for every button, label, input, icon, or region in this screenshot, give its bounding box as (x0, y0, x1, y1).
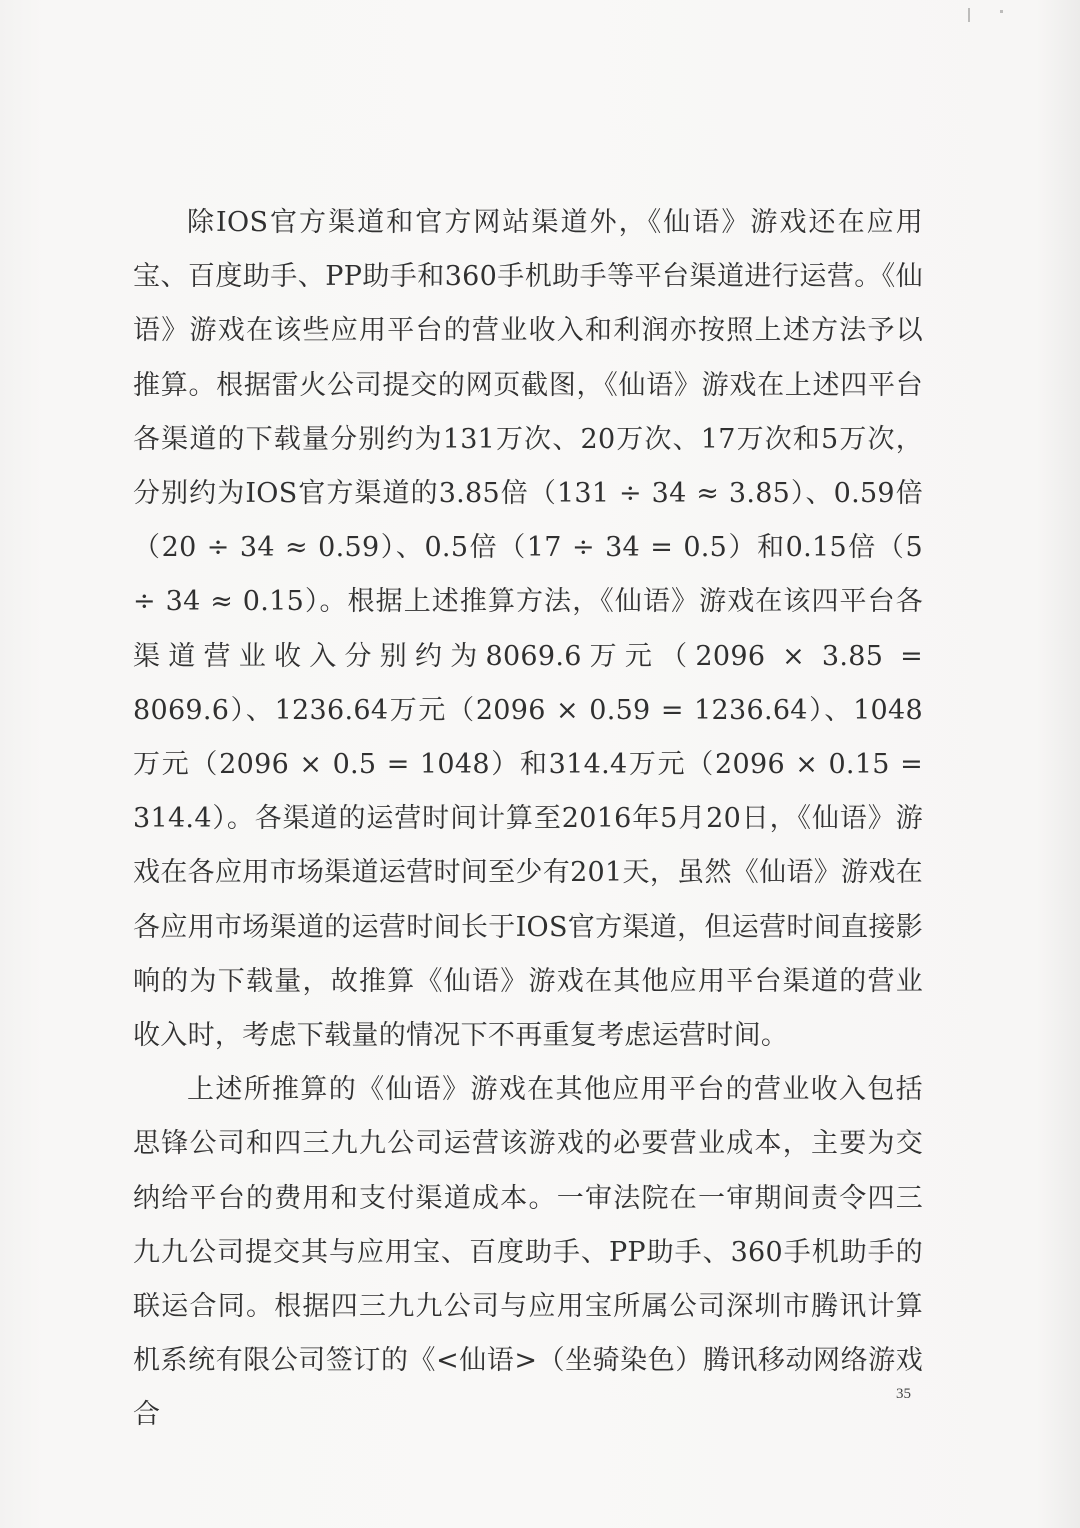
paragraph-1: 除IOS官方渠道和官方网站渠道外，《仙语》游戏还在应用宝、百度助手、PP助手和360手机助手等平台渠道进行运营。《仙语》游戏在该些应用平台的营业收入和利润亦按照上述方法予以推算。根据雷火公司提交的网页截图，《仙语》游戏在上述四平台各渠道的下载量分别约为131万次、20万次、17万次和5万次，分别约为IOS官方渠道的3.85倍（131 ÷ 34 ≈ 3.85）、0.59倍（20 ÷ 34 ≈ 0.59）、0.5倍（17 ÷ 34 = 0.5）和0.15倍（5 ÷ 34 ≈ 0.15）。根据上述推算方法，《仙语》游戏在该四平台各渠道营业收入分别约为8069.6万元（2096 × 3.85 = 8069.6）、1236.64万元（2096 × 0.59 = 1236.64）、1048万元（2096 × 0.5 = 1048）和314.4万元（2096 × 0.15 = 314.4）。各渠道的运营时间计算至2016年5月20日，《仙语》游戏在各应用市场渠道运营时间至少有201天，虽然《仙语》游戏在各应用市场渠道的运营时间长于IOS官方渠道，但运营时间直接影响的为下载量，故推算《仙语》游戏在其他应用平台渠道的营业收入时，考虑下载量的情况下不再重复考虑运营时间。 (133, 207, 923, 1052)
page-number: 35 (896, 1386, 911, 1402)
scan-mark (1000, 10, 1003, 13)
paragraph-2: 上述所推算的《仙语》游戏在其他应用平台的营业收入包括思锋公司和四三九九公司运营该游戏的必要营业成本，主要为交纳给平台的费用和支付渠道成本。一审法院在一审期间责令四三九九公司提交其与应用宝、百度助手、PP助手、360手机助手的联运合同。根据四三九九公司与应用宝所属公司深圳市腾讯计算机系统有限公司签订的《<仙语>（坐骑染色）腾讯移动网络游戏合 (133, 1074, 923, 1431)
document-body (133, 196, 923, 1443)
scan-mark (968, 8, 970, 22)
